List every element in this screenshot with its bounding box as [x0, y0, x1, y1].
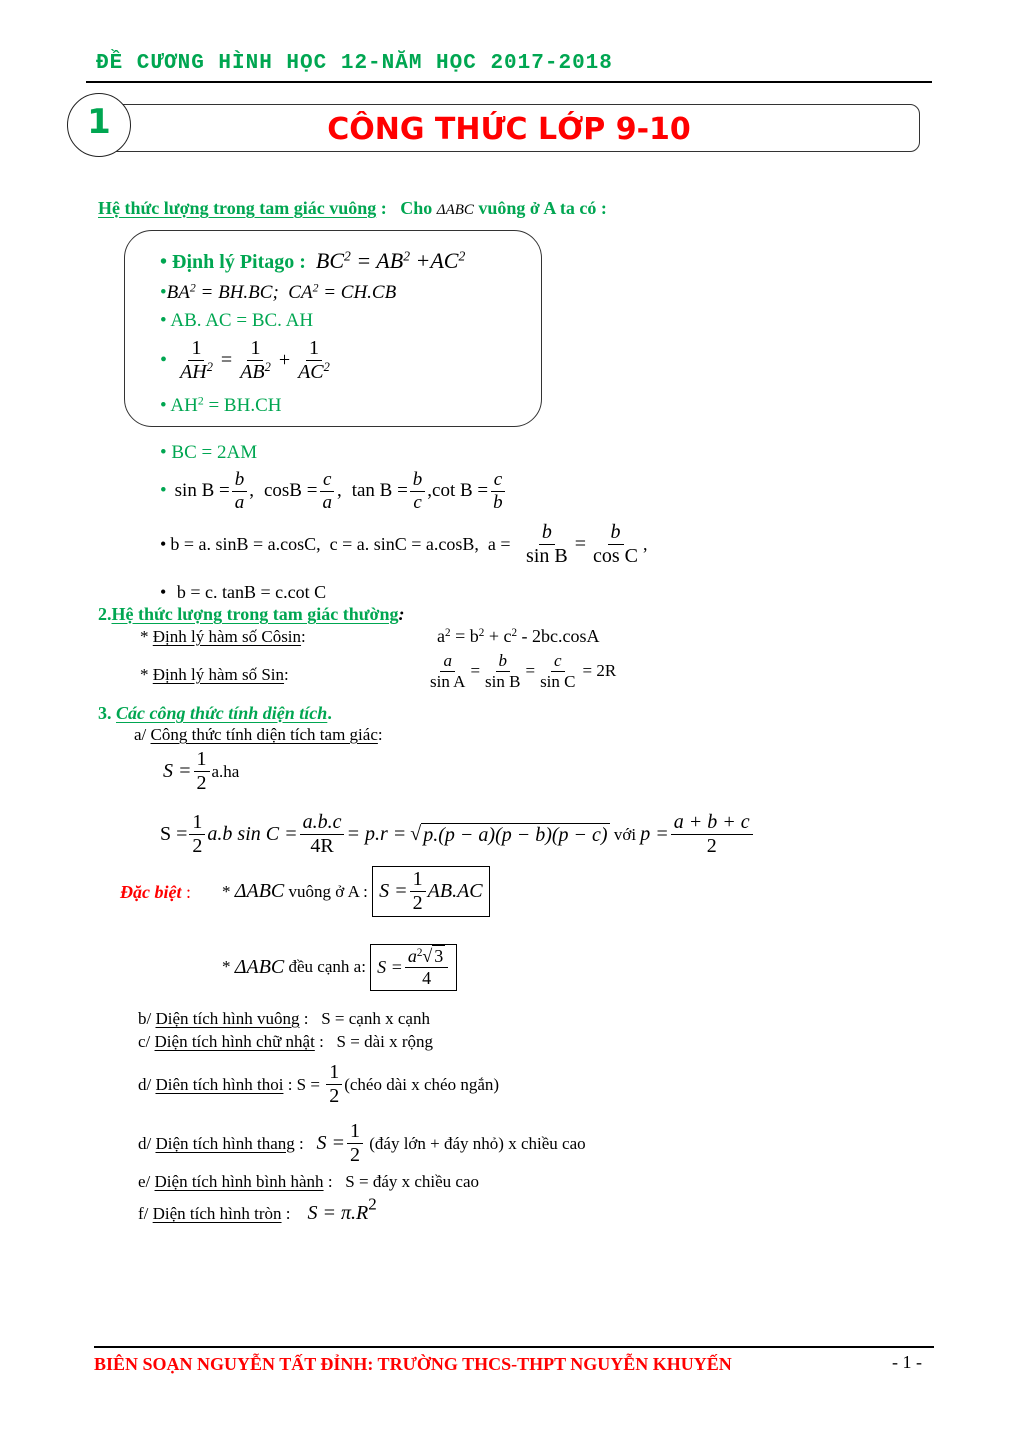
sqrt-icon: √: [422, 946, 433, 966]
sine-rule-label: [140, 665, 289, 685]
denominator: 2: [192, 835, 203, 857]
formula-part: S =: [160, 823, 188, 845]
right-triangle-area-box: [372, 866, 490, 917]
denominator: sin A: [430, 671, 466, 691]
parallelogram-area-title: Diện tích hình bình hành: [154, 1172, 324, 1191]
formula-part: BA: [166, 282, 190, 303]
exponent: 2: [403, 248, 410, 264]
fraction: [427, 652, 468, 691]
tan-relation-formula: b = c. tanB = c.cot C: [176, 582, 327, 602]
denominator: a: [322, 491, 332, 513]
radicand: p.(p − a)(p − b)(p − c): [423, 823, 608, 846]
denominator: c: [413, 491, 422, 513]
circle-area-title: Diện tích hình tròn: [152, 1204, 282, 1223]
bullet: •: [160, 349, 168, 371]
item-prefix: e/: [138, 1172, 155, 1191]
item-prefix: b/: [138, 1009, 156, 1028]
fraction: [405, 947, 448, 988]
numerator: c: [491, 470, 505, 492]
numerator: c: [320, 470, 334, 492]
formula-part: :: [281, 1204, 308, 1223]
formula-text: vuông ở A :: [284, 881, 373, 901]
altitude-formula-item: [160, 395, 281, 417]
side-relations-text: b = a. sinB = a.cosC, c = a. sinC = a.cosB, a =: [170, 534, 516, 554]
triangle-area-formula-1: S = $\frac{1}{2}$ a.h a: [163, 748, 240, 794]
denominator-text: sin B: [526, 545, 568, 567]
heading-text: vuông ở A ta có :: [473, 198, 607, 218]
section2-colon: :: [398, 604, 405, 624]
numerator: 1: [347, 1121, 363, 1144]
equals-sign: =: [470, 661, 481, 681]
label-colon: :: [377, 725, 383, 744]
denominator: 2: [326, 1084, 342, 1107]
denominator: a: [234, 491, 245, 513]
bullet: •: [160, 582, 167, 602]
fraction: [410, 470, 426, 513]
formula-part: S =: [163, 760, 192, 782]
section2-number: 2.: [98, 604, 112, 624]
separator: ,: [643, 534, 648, 554]
fraction: [232, 470, 248, 513]
fraction: [295, 338, 333, 383]
denominator: sin C: [540, 671, 576, 691]
rhombus-area-title: Diên tích hình thoi: [155, 1074, 284, 1094]
separator: ,: [336, 480, 342, 502]
tan-label: tan B =: [351, 480, 408, 502]
cos-label: cosB =: [263, 480, 318, 502]
denominator: 2: [196, 772, 207, 794]
numerator: 1: [188, 338, 204, 361]
fraction: [410, 869, 426, 914]
fraction: [189, 812, 205, 857]
denominator: 2: [350, 1144, 360, 1166]
section-number: 1: [87, 102, 111, 142]
denominator: AC: [298, 361, 324, 383]
item-prefix: f/: [138, 1204, 153, 1223]
numerator: c: [551, 652, 565, 672]
equilateral-triangle-area: [222, 944, 457, 991]
footer-divider: [94, 1346, 934, 1348]
formula-part: a: [437, 626, 445, 646]
formula-part: S =: [377, 956, 403, 977]
circle-area-item: [138, 1194, 377, 1225]
formula-text: đều cạnh a:: [284, 957, 371, 977]
pitago-item: [160, 248, 465, 274]
section3-heading: [98, 703, 332, 724]
section3-number: 3.: [98, 703, 116, 723]
formula-part: + c: [484, 626, 512, 646]
star-marker: *: [140, 665, 153, 684]
exponent: 2: [416, 946, 423, 959]
header-divider: [86, 81, 932, 83]
numerator: 1: [247, 338, 263, 361]
sin-label: sin B =: [174, 480, 230, 502]
radicand: 3: [434, 946, 444, 966]
special-case-label: [120, 882, 191, 903]
denominator: AH: [180, 361, 207, 383]
trapezoid-area-title: Diện tích hình thang: [155, 1133, 295, 1153]
triangle-area-title: Công thức tính diện tích tam giác: [150, 725, 378, 744]
triangle-area-formula-2: [160, 812, 755, 857]
cot-label: ,cot B =: [427, 480, 489, 502]
exponent: 2: [264, 360, 271, 375]
formula-part: AB.AC: [427, 880, 483, 902]
equilateral-area-box: [370, 944, 457, 991]
numerator: 1: [329, 1061, 340, 1083]
numerator: 1: [410, 869, 426, 892]
fraction: [482, 652, 523, 691]
bullet: •: [160, 534, 167, 554]
denominator: [590, 545, 641, 567]
section3-dot: .: [327, 703, 332, 723]
numerator: [405, 947, 448, 968]
pitago-formula: [316, 248, 465, 273]
formula-part: p =: [640, 823, 669, 845]
plus-sign: +: [278, 349, 291, 371]
equals-sign: =: [220, 349, 233, 371]
star-marker: *: [222, 881, 235, 901]
numerator: a.b.c: [300, 812, 345, 835]
denominator: b: [493, 491, 503, 513]
exponent: 2: [511, 626, 518, 639]
fraction: [319, 470, 335, 513]
rectangle-area-title: Diện tích hình chữ nhật: [154, 1032, 315, 1051]
bullet: •: [160, 310, 167, 331]
right-triangle-area: [222, 866, 490, 917]
star-marker: *: [222, 957, 235, 977]
exponent: 2: [197, 394, 204, 408]
numerator: b: [410, 470, 426, 492]
formula-part: BC: [315, 248, 345, 273]
formula-part: = BH.CH: [203, 395, 282, 416]
triangle-symbol: ΔABC: [234, 880, 285, 902]
fraction: [326, 1062, 342, 1107]
bullet: •: [160, 251, 168, 273]
section3-title: Các công thức tính diện tích: [116, 703, 328, 723]
numerator: b: [232, 470, 248, 492]
square-area-title: Diện tích hình vuông: [155, 1009, 300, 1028]
area-product-item: [160, 310, 313, 332]
formula-part: = b: [450, 626, 479, 646]
denominator: AB: [240, 361, 265, 383]
equals-sign: =: [525, 661, 536, 681]
exponent: 2: [368, 1194, 377, 1214]
formula-part: = CH.CB: [318, 282, 397, 303]
item-prefix: c/: [138, 1032, 155, 1051]
numerator: a + b + c: [671, 812, 753, 835]
item-prefix: a/: [134, 725, 151, 744]
page-number: - 1 -: [892, 1352, 922, 1372]
triangle-symbol: ΔABC: [436, 202, 474, 218]
star-marker: *: [140, 627, 153, 646]
tan-relation-item: [160, 582, 326, 603]
pitago-label: Định lý Pitago :: [172, 251, 311, 273]
formula-part: - 2bc.cosA: [517, 626, 600, 646]
exponent: 2: [189, 281, 196, 295]
denominator: 4: [422, 967, 432, 988]
fraction: [177, 338, 216, 383]
rhombus-area-formula: (chéo dài x chéo ngắn): [344, 1074, 500, 1094]
parallelogram-area-formula: : S = đáy x chiều cao: [323, 1172, 480, 1191]
numerator: 1: [194, 749, 210, 772]
section1-heading: [98, 198, 607, 219]
reciprocal-formula-item: [160, 338, 335, 383]
formula-part: S =: [316, 1132, 345, 1154]
item-prefix: d/: [138, 1133, 156, 1153]
section1-heading-title: Hệ thức lượng trong tam giác vuông: [98, 198, 377, 218]
formula-part: : S =: [283, 1074, 325, 1094]
special-label: Đặc biệt: [120, 882, 182, 902]
document-header-title: ĐỀ CƯƠNG HÌNH HỌC 12-NĂM HỌC 2017-2018: [96, 52, 613, 75]
numerator: a: [440, 652, 455, 672]
numerator-a: a: [407, 946, 417, 966]
bullet: •: [160, 442, 167, 463]
exponent: 2: [445, 626, 451, 639]
sine-rule-formula: [425, 652, 616, 691]
bullet: •: [160, 395, 167, 416]
side-relations-item: [160, 522, 648, 567]
fraction: [490, 470, 506, 513]
denominator: 2: [412, 892, 423, 914]
denominator: 4R: [310, 835, 334, 857]
trapezoid-area-item: [138, 1121, 586, 1166]
numerator: 1: [306, 338, 322, 361]
denominator-text: cos C: [593, 545, 638, 567]
square-area-item: [138, 1009, 430, 1029]
rectangle-area-item: [138, 1032, 433, 1052]
sine-rule-title: Định lý hàm số Sin: [152, 665, 285, 684]
exponent: 2: [344, 248, 351, 264]
denominator: sin B: [485, 671, 521, 691]
formula-part: AH: [170, 395, 198, 416]
footer-author: BIÊN SOẠN NGUYỄN TẤT ĐỈNH: TRƯỜNG THCS-THPT NGUYỄN KHUYẾN: [94, 1354, 732, 1374]
formula-part: S =: [379, 880, 408, 902]
sqrt-icon: √: [410, 823, 422, 845]
circle-area-formula: S = π.R: [307, 1202, 369, 1224]
fraction: [523, 522, 571, 567]
exponent: 2: [323, 360, 330, 375]
exponent: 2: [458, 248, 466, 264]
formula-part: = BH.BC; CA: [195, 282, 313, 303]
section2-title: Hệ thức lượng trong tam giác thường: [111, 604, 399, 624]
heading-text: : Cho: [376, 198, 437, 218]
formula-part: = 2R: [582, 661, 617, 681]
cosine-rule-label: [140, 627, 306, 647]
fraction: [590, 522, 641, 567]
section2-heading: [98, 604, 405, 625]
triangle-area-label: [134, 725, 383, 745]
formula-part: với: [609, 824, 641, 844]
triangle-symbol: ΔABC: [234, 955, 285, 978]
projection-formula-item: [160, 282, 396, 304]
cosine-rule-formula: [437, 626, 600, 647]
formula-part: +AC: [410, 248, 459, 273]
numerator: b: [539, 522, 555, 545]
square-area-formula: : S = cạnh x cạnh: [299, 1009, 430, 1028]
exponent: 2: [206, 360, 213, 375]
numerator: b: [608, 522, 624, 545]
formula-part: = p.r =: [346, 823, 407, 845]
special-colon: :: [181, 882, 191, 902]
fraction: [671, 812, 753, 857]
fraction: [194, 749, 210, 794]
denominator: 2: [706, 835, 717, 857]
formula-part: = AB: [350, 248, 404, 273]
bullet: •: [160, 480, 167, 502]
formula-part: :: [294, 1133, 317, 1153]
numerator: 1: [189, 812, 205, 835]
bullet: •: [160, 282, 167, 303]
rhombus-area-item: [138, 1062, 499, 1107]
parallelogram-area-item: [138, 1172, 479, 1192]
rectangle-area-formula: : S = dài x rộng: [314, 1032, 434, 1051]
median-formula: BC = 2AM: [171, 442, 258, 463]
exponent: 2: [312, 281, 319, 295]
label-colon: :: [284, 665, 289, 684]
formula-part: a.b sin C =: [207, 823, 298, 845]
cosine-rule-title: Định lý hàm số Côsin: [152, 627, 302, 646]
area-product-formula: AB. AC = BC. AH: [170, 310, 314, 331]
denominator: [523, 545, 571, 567]
formula-part: a.h: [211, 761, 232, 781]
page-title: CÔNG THỨC LỚP 9-10: [327, 112, 691, 147]
numerator: b: [496, 652, 511, 672]
trig-ratios-item: [160, 470, 508, 513]
item-prefix: d/: [138, 1074, 156, 1094]
fraction: [300, 812, 345, 857]
fraction: [347, 1121, 363, 1166]
trapezoid-area-formula: (đáy lớn + đáy nhỏ) x chiều cao: [365, 1133, 586, 1153]
label-colon: :: [301, 627, 306, 646]
fraction: [537, 652, 578, 691]
exponent: 2: [478, 626, 485, 639]
fraction: [237, 338, 274, 383]
equals-sign: =: [574, 533, 586, 555]
separator: ,: [249, 480, 254, 502]
median-formula-item: [160, 442, 257, 464]
